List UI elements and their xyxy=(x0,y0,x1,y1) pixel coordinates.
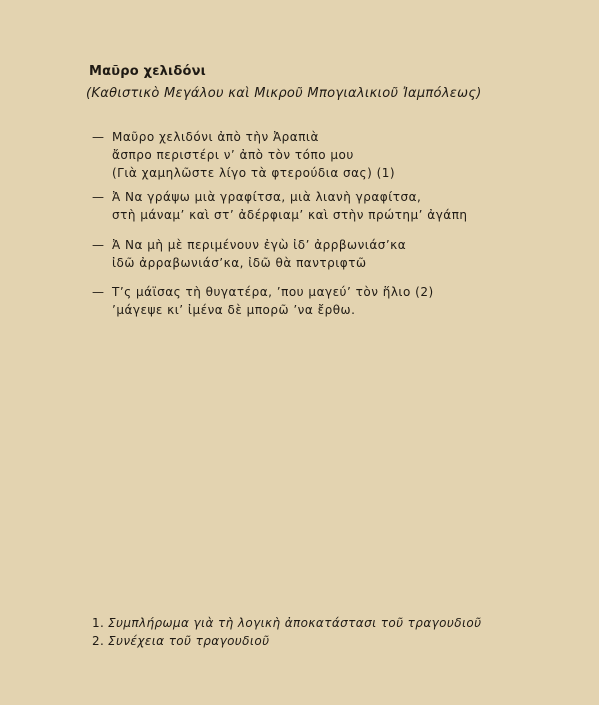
verse-text: στὴ μάναμ’ καὶ στ’ ἀδέρφιαμ’ καὶ στὴν πρώτημ’ ἀγάπη xyxy=(112,208,468,222)
verse-text: ἄσπρο περιστέρι ν’ ἀπὸ τὸν τόπο μου xyxy=(112,148,354,162)
footnote xyxy=(92,632,482,650)
verse-dash: — xyxy=(92,190,105,204)
song-title: Μαῦρο χελιδόνι xyxy=(89,64,206,79)
verse-text: ἰδῶ ἀρραβωνιάσ’κα, ἰδῶ θὰ παντριφτῶ xyxy=(112,256,367,270)
verse-2 xyxy=(92,188,468,224)
footnote-text: Συνέχεια τοῦ τραγουδιοῦ xyxy=(108,634,270,648)
verse-line xyxy=(92,188,468,206)
verse-dash: — xyxy=(92,130,105,144)
song-subtitle: (Καθιστικὸ Μεγάλου καὶ Μικροῦ Μπογιαλικιοῦ Ἰαμπόλεως) xyxy=(86,86,482,101)
verse-text: (Γιὰ χαμηλῶστε λίγο τὰ φτερούδια σας) (1) xyxy=(112,166,396,180)
verse-4 xyxy=(92,283,434,319)
verse-text: ’μάγεψε κι’ ἰμένα δὲ μπορῶ ’να ἔρθω. xyxy=(112,303,356,317)
footnote-text: Συμπλήρωμα γιὰ τὴ λογικὴ ἀποκατάστασι τοῦ τραγουδιοῦ xyxy=(108,616,482,630)
verse-text: Μαῦρο χελιδόνι ἀπὸ τὴν Ἀραπιὰ xyxy=(112,130,319,144)
verse-line xyxy=(92,254,406,272)
verse-line xyxy=(92,128,395,146)
verse-line xyxy=(92,206,468,224)
footnote-number: 1. xyxy=(92,616,105,630)
footnotes xyxy=(92,614,482,650)
verse-1 xyxy=(92,128,395,182)
verse-dash: — xyxy=(92,285,105,299)
verse-line xyxy=(92,164,395,182)
verse-text: Ἀ Να γράψω μιὰ γραφίτσα, μιὰ λιανὴ γραφίτσα, xyxy=(112,190,422,204)
verse-line xyxy=(92,236,406,254)
verse-text: Ἀ Να μὴ μὲ περιμένουν ἐγὼ ἰδ’ ἀρρβωνιάσ’κα xyxy=(112,238,407,252)
verse-line xyxy=(92,146,395,164)
verse-line xyxy=(92,301,434,319)
verse-dash: — xyxy=(92,238,105,252)
footnote xyxy=(92,614,482,632)
verse-3 xyxy=(92,236,406,272)
verse-text: Τ’ς μάϊσας τὴ θυγατέρα, ’που μαγεύ’ τὸν ἥλιο (2) xyxy=(112,285,434,299)
footnote-number: 2. xyxy=(92,634,105,648)
verse-line xyxy=(92,283,434,301)
